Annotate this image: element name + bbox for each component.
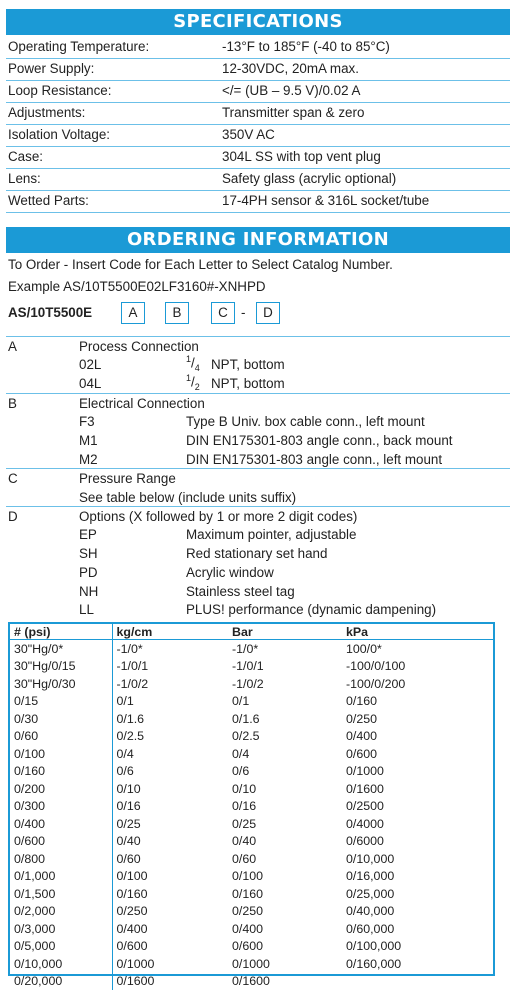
table-cell: -1/0* [228, 640, 342, 658]
table-cell: 30"Hg/0/30 [10, 675, 112, 693]
section-divider [6, 506, 510, 507]
order-example: Example AS/10T5500E02LF3160#-XNHPD [8, 279, 266, 294]
table-cell: 0/160,000 [342, 955, 493, 973]
table-cell: 0/25 [228, 815, 342, 833]
table-cell: 0/60,000 [342, 920, 493, 938]
table-cell: 0/600 [342, 745, 493, 763]
spec-value: 350V AC [222, 125, 275, 145]
table-cell: 0/160 [10, 763, 112, 781]
order-instruction: To Order - Insert Code for Each Letter to Select Catalog Number. [8, 257, 393, 272]
section-divider [6, 468, 510, 469]
table-cell: 0/1 [112, 693, 228, 711]
spec-value: Transmitter span & zero [222, 103, 364, 123]
option-desc: NPT, bottom [211, 357, 285, 372]
table-cell: -100/0/100 [342, 658, 493, 676]
table-cell: 0/1,000 [10, 868, 112, 886]
spec-value: -13°F to 185°F (-40 to 85°C) [222, 37, 390, 57]
option-desc: Red stationary set hand [186, 546, 327, 561]
spec-value: </= (UB – 9.5 V)/0.02 A [222, 81, 360, 101]
table-cell: 0/6000 [342, 833, 493, 851]
option-desc: PLUS! performance (dynamic dampening) [186, 602, 436, 617]
spec-label: Isolation Voltage: [8, 125, 110, 145]
table-cell: 0/4 [228, 745, 342, 763]
fraction-half: $^1/_2$ [186, 373, 200, 392]
table-cell: 0/800 [10, 850, 112, 868]
option-desc: Type B Univ. box cable conn., left mount [186, 414, 425, 429]
option-title-process-connection: Process Connection [79, 339, 199, 354]
option-letter-c: C [8, 471, 18, 486]
table-row [10, 833, 493, 851]
spec-row [6, 147, 510, 169]
table-cell: 0/100 [112, 868, 228, 886]
table-cell: 0/3,000 [10, 920, 112, 938]
spec-row [6, 81, 510, 103]
table-row [10, 815, 493, 833]
table-cell: 0/600 [112, 938, 228, 956]
table-cell: 0/1000 [112, 955, 228, 973]
option-letter-a: A [8, 339, 17, 354]
spec-label: Lens: [8, 169, 41, 189]
table-cell: 0/60 [228, 850, 342, 868]
table-row [10, 763, 493, 781]
table-row [10, 710, 493, 728]
table-cell: 0/20,000 [10, 973, 112, 990]
table-cell: 0/40 [112, 833, 228, 851]
table-cell: 0/2500 [342, 798, 493, 816]
option-code: F3 [79, 414, 95, 429]
table-cell: 0/1,500 [10, 885, 112, 903]
code-box-a: A [121, 302, 145, 324]
table-row [10, 658, 493, 676]
table-cell: 0/300 [10, 798, 112, 816]
spec-value: 17-4PH sensor & 316L socket/tube [222, 191, 429, 211]
table-cell [342, 973, 493, 990]
table-cell: -1/0* [112, 640, 228, 658]
option-desc: NPT, bottom [211, 376, 285, 391]
table-row [10, 675, 493, 693]
table-cell: 0/1600 [228, 973, 342, 990]
table-cell: 0/6 [228, 763, 342, 781]
table-row [10, 868, 493, 886]
spec-row [6, 169, 510, 191]
table-cell: 0/1000 [342, 763, 493, 781]
table-cell: 0/250 [342, 710, 493, 728]
table-cell: 0/160 [228, 885, 342, 903]
table-cell: 0/6 [112, 763, 228, 781]
table-cell: 30"Hg/0/15 [10, 658, 112, 676]
table-cell: 0/10,000 [10, 955, 112, 973]
table-row [10, 693, 493, 711]
table-cell: 0/400 [112, 920, 228, 938]
table-row [10, 728, 493, 746]
table-header-row [10, 624, 493, 640]
table-cell: 0/10 [112, 780, 228, 798]
spec-label: Wetted Parts: [8, 191, 89, 211]
spec-row [6, 125, 510, 147]
spec-value: 12-30VDC, 20mA max. [222, 59, 359, 79]
fraction-quarter: $^1/_4$ [186, 354, 200, 373]
option-code: SH [79, 546, 98, 561]
option-letter-d: D [8, 509, 18, 524]
specifications-banner: SPECIFICATIONS [6, 9, 510, 35]
table-cell: 0/160 [342, 693, 493, 711]
code-box-d: D [256, 302, 280, 324]
table-row [10, 903, 493, 921]
option-letter-b: B [8, 396, 17, 411]
table-cell: 0/1.6 [112, 710, 228, 728]
table-cell: 0/4 [112, 745, 228, 763]
table-cell: 0/250 [228, 903, 342, 921]
table-cell: 0/100 [228, 868, 342, 886]
table-cell: 0/1600 [112, 973, 228, 990]
table-cell: 0/200 [10, 780, 112, 798]
table-row [10, 955, 493, 973]
table-row [10, 938, 493, 956]
table-cell: 0/2.5 [112, 728, 228, 746]
table-cell: 0/40,000 [342, 903, 493, 921]
option-desc: Acrylic window [186, 565, 274, 580]
range-table-body [10, 640, 493, 990]
table-cell: 0/16,000 [342, 868, 493, 886]
ordering-banner: ORDERING INFORMATION [6, 227, 510, 253]
table-cell: 0/25,000 [342, 885, 493, 903]
spec-row [6, 191, 510, 213]
table-cell: 0/40 [228, 833, 342, 851]
table-cell: 0/30 [10, 710, 112, 728]
option-code: PD [79, 565, 98, 580]
pressure-range-table [8, 622, 495, 976]
table-cell: 0/10 [228, 780, 342, 798]
table-cell: 0/1600 [342, 780, 493, 798]
option-code: 04L [79, 376, 101, 391]
spec-label: Operating Temperature: [8, 37, 149, 57]
spec-label: Case: [8, 147, 43, 167]
table-cell: -1/0/1 [112, 658, 228, 676]
table-cell: 30"Hg/0* [10, 640, 112, 658]
code-dash: - [241, 305, 245, 320]
table-cell: 0/60 [112, 850, 228, 868]
table-cell: 0/25 [112, 815, 228, 833]
table-cell: 0/160 [112, 885, 228, 903]
option-code: EP [79, 527, 97, 542]
spec-value: 304L SS with top vent plug [222, 147, 381, 167]
table-cell: 0/400 [228, 920, 342, 938]
table-cell: -1/0/2 [112, 675, 228, 693]
section-divider [6, 393, 510, 394]
spec-label: Adjustments: [8, 103, 85, 123]
table-cell: 0/250 [112, 903, 228, 921]
table-row [10, 850, 493, 868]
table-cell: -100/0/200 [342, 675, 493, 693]
table-cell: 0/16 [112, 798, 228, 816]
option-desc: DIN EN175301-803 angle conn., left mount [186, 452, 442, 467]
option-note: See table below (include units suffix) [79, 490, 296, 505]
table-row [10, 973, 493, 990]
table-cell: 0/10,000 [342, 850, 493, 868]
table-row [10, 640, 493, 658]
spec-value: Safety glass (acrylic optional) [222, 169, 396, 189]
section-divider [6, 336, 510, 337]
table-cell: 0/1.6 [228, 710, 342, 728]
table-cell: 0/5,000 [10, 938, 112, 956]
code-box-c: C [211, 302, 235, 324]
specifications-list [6, 37, 510, 213]
table-cell: 0/2,000 [10, 903, 112, 921]
table-cell: 0/2.5 [228, 728, 342, 746]
option-title-options: Options (X followed by 1 or more 2 digit codes) [79, 509, 357, 524]
code-box-b: B [165, 302, 189, 324]
column-header-kgcm: kg/cm [112, 624, 228, 640]
column-header-kpa: kPa [342, 624, 493, 640]
table-cell: 0/4000 [342, 815, 493, 833]
option-code: M2 [79, 452, 98, 467]
table-row [10, 780, 493, 798]
table-cell: 0/15 [10, 693, 112, 711]
table-cell: 0/100 [10, 745, 112, 763]
table-row [10, 920, 493, 938]
option-code: 02L [79, 357, 101, 372]
spec-label: Power Supply: [8, 59, 94, 79]
option-title-pressure-range: Pressure Range [79, 471, 176, 486]
option-title-electrical-connection: Electrical Connection [79, 396, 205, 411]
table-row [10, 885, 493, 903]
option-desc: Maximum pointer, adjustable [186, 527, 356, 542]
column-header-psi: # (psi) [10, 624, 112, 640]
option-desc: Stainless steel tag [186, 584, 295, 599]
table-cell: 0/400 [10, 815, 112, 833]
table-cell: 0/60 [10, 728, 112, 746]
spec-row [6, 103, 510, 125]
table-cell: -1/0/2 [228, 675, 342, 693]
option-code: LL [79, 602, 94, 617]
spec-row [6, 37, 510, 59]
table-cell: 0/600 [10, 833, 112, 851]
spec-row [6, 59, 510, 81]
option-code: NH [79, 584, 98, 599]
column-header-bar: Bar [228, 624, 342, 640]
table-row [10, 745, 493, 763]
table-cell: 0/100,000 [342, 938, 493, 956]
table-row [10, 798, 493, 816]
table-cell: 0/1 [228, 693, 342, 711]
table-cell: 0/600 [228, 938, 342, 956]
option-code: M1 [79, 433, 98, 448]
table-cell: 0/16 [228, 798, 342, 816]
table-cell: -1/0/1 [228, 658, 342, 676]
option-desc: DIN EN175301-803 angle conn., back mount [186, 433, 453, 448]
table-cell: 0/400 [342, 728, 493, 746]
table-cell: 0/1000 [228, 955, 342, 973]
table-cell: 100/0* [342, 640, 493, 658]
catalog-prefix: AS/10T5500E [8, 305, 92, 320]
spec-label: Loop Resistance: [8, 81, 111, 101]
